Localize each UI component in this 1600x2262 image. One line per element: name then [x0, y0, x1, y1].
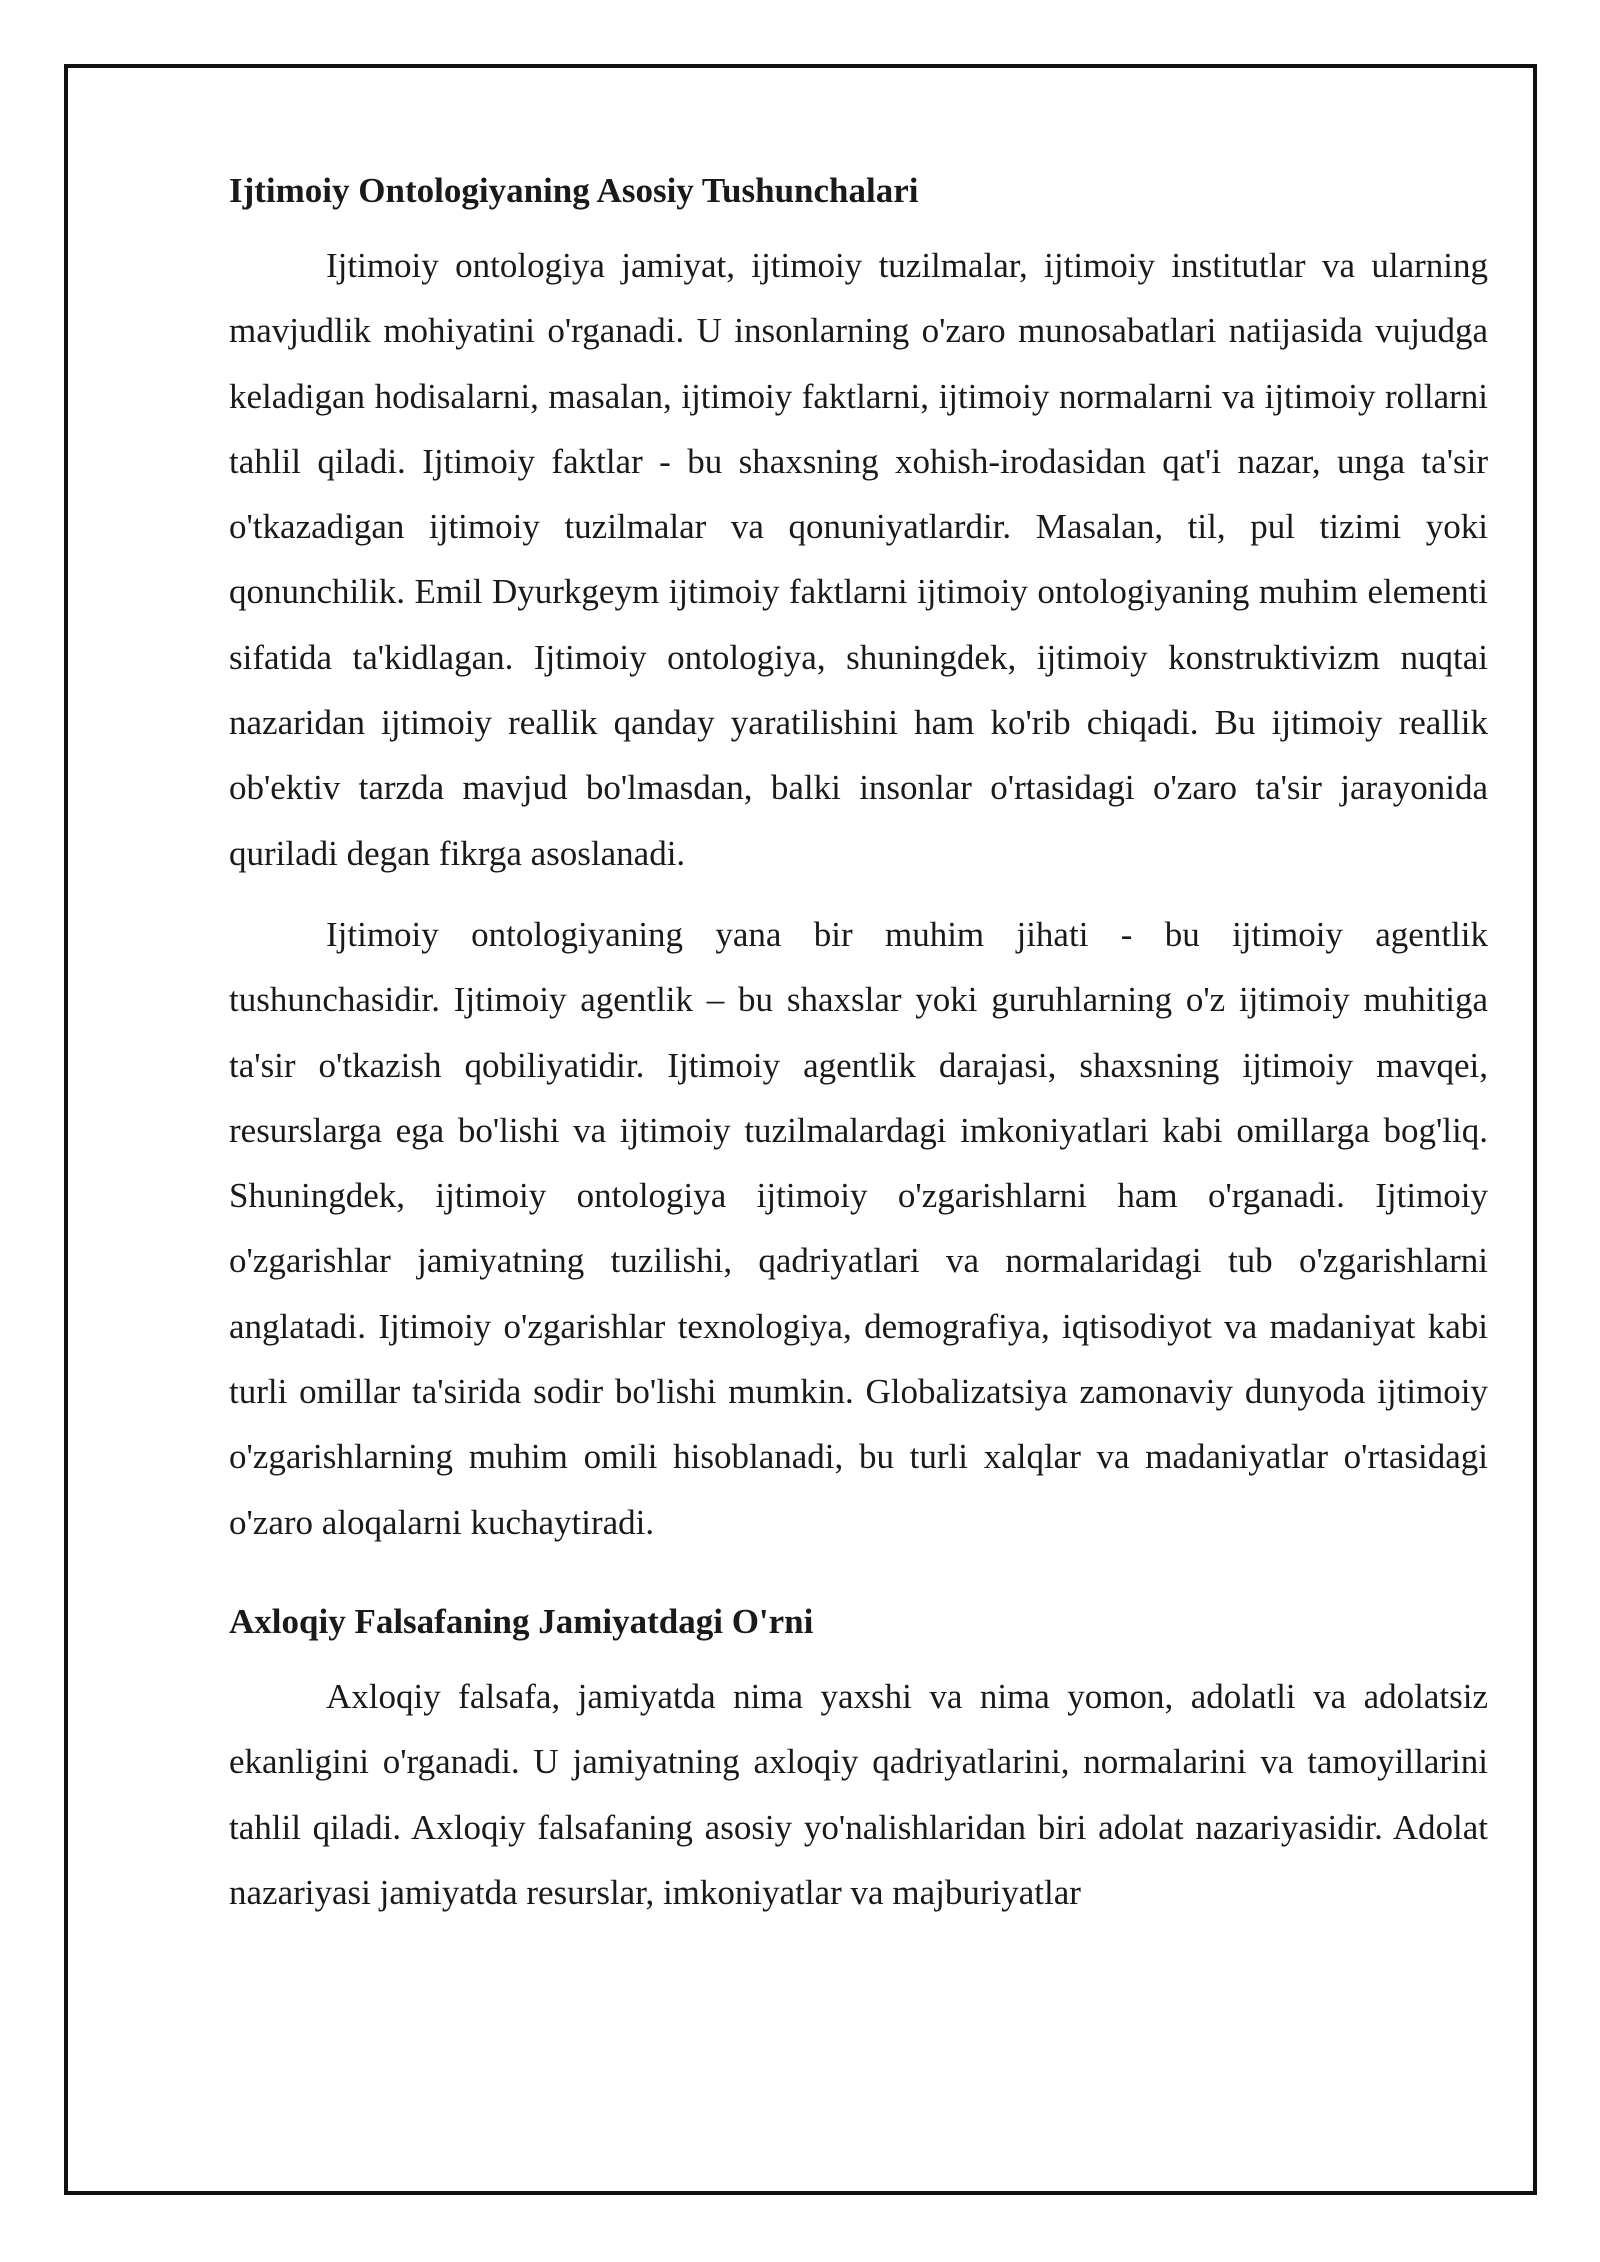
paragraph-social-ontology-1: Ijtimoiy ontologiya jamiyat, ijtimoiy tuzilmalar, ijtimoiy institutlar va ularning mavjudlik mohiyatini o'rganadi. U insonlarning o'zaro munosabatlari natijasida vujudga keladigan hodisalarni, masalan, ijtimoiy faktlarni, ijtimoiy normalarni va ijtimoiy rollarni tahlil qiladi. Ijtimoiy faktlar - bu shaxsning xohish-irodasidan qat'i nazar, unga ta'sir o'tkazadigan ijtimoiy tuzilmalar va qonuniyatlardir. Masalan, til, pul tizimi yoki qonunchilik. Emil Dyurkgeym ijtimoiy faktlarni ijtimoiy ontologiyaning muhim elementi sifatida ta'kidlagan. Ijtimoiy ontologiya, shuningdek, ijtimoiy konstruktivizm nuqtai nazaridan ijtimoiy reallik qanday yaratilishini ham ko'rib chiqadi. Bu ijtimoiy reallik ob'ektiv tarzda mavjud bo'lmasdan, balki insonlar o'rtasidagi o'zaro ta'sir jarayonida quriladi degan fikrga asoslanadi. — [229, 246, 1488, 873]
section-heading-social-ontology: Ijtimoiy Ontologiyaning Asosiy Tushunchalari — [229, 171, 919, 210]
document-body — [229, 168, 1488, 1941]
paragraph-social-ontology-2: Ijtimoiy ontologiyaning yana bir muhim jihati - bu ijtimoiy agentlik tushunchasidir. Ijtimoiy agentlik – bu shaxslar yoki guruhlarning o'z ijtimoiy muhitiga ta'sir o'tkazish qobiliyatidir. Ijtimoiy agentlik darajasi, shaxsning ijtimoiy mavqei, resurslarga ega bo'lishi va ijtimoiy tuzilmalardagi imkoniyatlari kabi omillarga bog'liq. Shuningdek, ijtimoiy ontologiya ijtimoiy o'zgarishlarni ham o'rganadi. Ijtimoiy o'zgarishlar jamiyatning tuzilishi, qadriyatlari va normalaridagi tub o'zgarishlarni anglatadi. Ijtimoiy o'zgarishlar texnologiya, demografiya, iqtisodiyot va madaniyat kabi turli omillar ta'sirida sodir bo'lishi mumkin. Globalizatsiya zamonaviy dunyoda ijtimoiy o'zgarishlarning muhim omili hisoblanadi, bu turli xalqlar va madaniyatlar o'rtasidagi o'zaro aloqalarni kuchaytiradi. — [229, 914, 1488, 1542]
paragraph-moral-philosophy-1: Axloqiy falsafa, jamiyatda nima yaxshi va nima yomon, adolatli va adolatsiz ekanligini o'rganadi. U jamiyatning axloqiy qadriyatlarini, normalarini va tamoyillarini tahlil qiladi. Axloqiy falsafaning asosiy yo'nalishlaridan biri adolat nazariyasidir. Adolat nazariyasi jamiyatda resurslar, imkoniyatlar va majburiyatlar — [229, 1676, 1488, 1912]
section-heading-moral-philosophy: Axloqiy Falsafaning Jamiyatdagi O'rni — [229, 1601, 814, 1641]
